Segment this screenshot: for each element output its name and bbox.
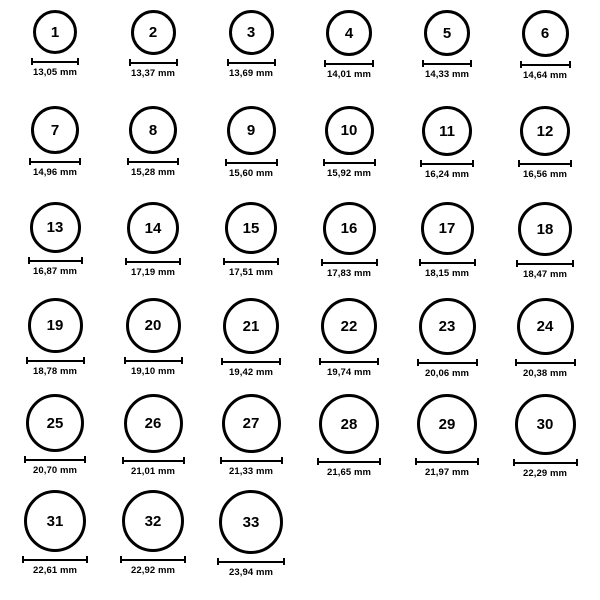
ring-measure [518,160,572,180]
ring-measure [422,60,472,80]
ring-circle: 17 [421,202,474,255]
ring-diameter-label: 20,70 mm [32,465,78,476]
measure-bar-icon [323,159,376,166]
ring-measure [26,357,85,377]
ring-measure [513,459,578,479]
ring-circle: 10 [325,106,374,155]
ring-diameter-label: 14,01 mm [326,69,372,80]
ring-size-cell [104,394,202,490]
measure-bar-icon [420,160,474,167]
ring-measure [22,556,88,576]
measure-bar-icon [223,258,279,265]
ring-diameter-label: 18,15 mm [424,268,470,279]
measure-bar-icon [419,259,476,266]
ring-circle: 12 [520,106,570,156]
ring-diameter-label: 14,96 mm [32,167,78,178]
ring-diameter-label: 14,64 mm [522,70,568,81]
ring-diameter-label: 16,87 mm [32,266,78,277]
ring-measure [415,458,479,478]
ring-diameter-label: 13,37 mm [130,68,176,79]
ring-measure [324,60,374,80]
ring-size-cell [300,394,398,490]
ring-size-cell [300,10,398,106]
ring-measure [120,556,186,576]
ring-diameter-label: 16,56 mm [522,169,568,180]
ring-size-cell [202,298,300,394]
ring-circle: 8 [129,106,177,154]
measure-bar-icon [28,257,83,264]
ring-circle: 29 [417,394,477,454]
ring-diameter-label: 22,29 mm [522,468,568,479]
ring-circle: 4 [326,10,372,56]
ring-size-cell [496,106,594,202]
ring-diameter-label: 15,28 mm [130,167,176,178]
ring-size-cell [398,394,496,490]
ring-diameter-label: 17,83 mm [326,268,372,279]
ring-diameter-label: 19,10 mm [130,366,176,377]
ring-size-cell [202,10,300,106]
ring-circle: 3 [229,10,274,55]
measure-bar-icon [520,61,571,68]
measure-bar-icon [221,358,281,365]
ring-circle: 30 [515,394,576,455]
ring-measure [227,59,276,79]
ring-circle: 11 [422,106,472,156]
ring-circle: 33 [219,490,283,554]
ring-diameter-label: 17,19 mm [130,267,176,278]
measure-bar-icon [417,359,478,366]
ring-measure [122,457,185,477]
ring-circle: 2 [131,10,176,55]
ring-measure [420,160,474,180]
measure-bar-icon [220,457,283,464]
ring-circle: 16 [323,202,376,255]
ring-diameter-label: 15,92 mm [326,168,372,179]
ring-circle: 25 [26,394,84,452]
ring-circle: 18 [518,202,572,256]
measure-bar-icon [217,558,285,565]
ring-circle: 7 [31,106,79,154]
ring-size-cell [300,298,398,394]
ring-size-cell [6,202,104,298]
ring-measure [217,558,285,578]
ring-size-cell [496,202,594,298]
measure-bar-icon [225,159,278,166]
ring-diameter-label: 17,51 mm [228,267,274,278]
ring-size-cell [104,106,202,202]
ring-diameter-label: 19,42 mm [228,367,274,378]
ring-circle: 20 [126,298,181,353]
ring-circle: 19 [28,298,83,353]
ring-size-cell [398,106,496,202]
ring-measure [516,260,574,280]
ring-measure [419,259,476,279]
measure-bar-icon [122,457,185,464]
measure-bar-icon [127,158,179,165]
ring-circle: 26 [124,394,183,453]
ring-diameter-label: 14,33 mm [424,69,470,80]
ring-measure [317,458,381,478]
ring-measure [520,61,571,81]
ring-diameter-label: 21,65 mm [326,467,372,478]
ring-measure [319,358,379,378]
ring-circle: 27 [222,394,281,453]
measure-bar-icon [321,259,378,266]
ring-size-cell [6,394,104,490]
measure-bar-icon [22,556,88,563]
ring-diameter-label: 21,01 mm [130,466,176,477]
ring-size-cell [104,490,202,586]
ring-circle: 21 [223,298,279,354]
ring-diameter-label: 21,33 mm [228,466,274,477]
ring-measure [220,457,283,477]
ring-size-cell [202,394,300,490]
ring-diameter-label: 20,38 mm [522,368,568,379]
measure-bar-icon [24,456,86,463]
ring-size-cell [202,202,300,298]
ring-size-cell [202,490,300,586]
ring-measure [417,359,478,379]
ring-size-cell [496,10,594,106]
ring-circle: 5 [424,10,470,56]
ring-size-cell [398,202,496,298]
measure-bar-icon [513,459,578,466]
ring-diameter-label: 16,24 mm [424,169,470,180]
measure-bar-icon [125,258,181,265]
ring-diameter-label: 21,97 mm [424,467,470,478]
ring-size-cell [6,10,104,106]
measure-bar-icon [324,60,374,67]
ring-measure [24,456,86,476]
ring-circle: 13 [30,202,81,253]
measure-bar-icon [515,359,576,366]
ring-diameter-label: 22,61 mm [32,565,78,576]
ring-size-cell [300,202,398,298]
ring-measure [127,158,179,178]
measure-bar-icon [26,357,85,364]
ring-size-cell [398,298,496,394]
ring-size-cell [398,10,496,106]
measure-bar-icon [124,357,183,364]
ring-measure [29,158,81,178]
ring-diameter-label: 20,06 mm [424,368,470,379]
ring-circle: 1 [33,10,77,54]
ring-circle: 15 [225,202,277,254]
ring-circle: 14 [127,202,179,254]
ring-size-cell [104,298,202,394]
ring-measure [28,257,83,277]
ring-diameter-label: 13,69 mm [228,68,274,79]
ring-measure [125,258,181,278]
ring-size-cell [6,106,104,202]
ring-measure [221,358,281,378]
ring-diameter-label: 22,92 mm [130,565,176,576]
ring-size-cell [300,106,398,202]
measure-bar-icon [129,59,178,66]
ring-measure [321,259,378,279]
ring-circle: 9 [227,106,276,155]
measure-bar-icon [227,59,276,66]
measure-bar-icon [518,160,572,167]
ring-diameter-label: 18,78 mm [32,366,78,377]
ring-circle: 31 [24,490,86,552]
measure-bar-icon [31,58,79,65]
ring-circle: 6 [522,10,569,57]
ring-size-cell [202,106,300,202]
ring-diameter-label: 18,47 mm [522,269,568,280]
ring-measure [515,359,576,379]
ring-circle: 22 [321,298,377,354]
measure-bar-icon [29,158,81,165]
ring-size-cell [104,202,202,298]
ring-circle: 28 [319,394,379,454]
measure-bar-icon [516,260,574,267]
ring-size-cell [6,298,104,394]
ring-circle: 32 [122,490,184,552]
ring-size-cell [496,394,594,490]
ring-diameter-label: 19,74 mm [326,367,372,378]
ring-size-cell [6,490,104,586]
measure-bar-icon [120,556,186,563]
measure-bar-icon [319,358,379,365]
ring-size-cell [104,10,202,106]
ring-measure [225,159,278,179]
ring-diameter-label: 15,60 mm [228,168,274,179]
ring-measure [129,59,178,79]
ring-circle: 24 [517,298,574,355]
ring-diameter-label: 23,94 mm [228,567,274,578]
ring-size-cell [496,298,594,394]
measure-bar-icon [415,458,479,465]
measure-bar-icon [317,458,381,465]
ring-circle: 23 [419,298,476,355]
ring-measure [323,159,376,179]
ring-measure [223,258,279,278]
measure-bar-icon [422,60,472,67]
ring-diameter-label: 13,05 mm [32,67,78,78]
ring-measure [31,58,79,78]
ring-measure [124,357,183,377]
